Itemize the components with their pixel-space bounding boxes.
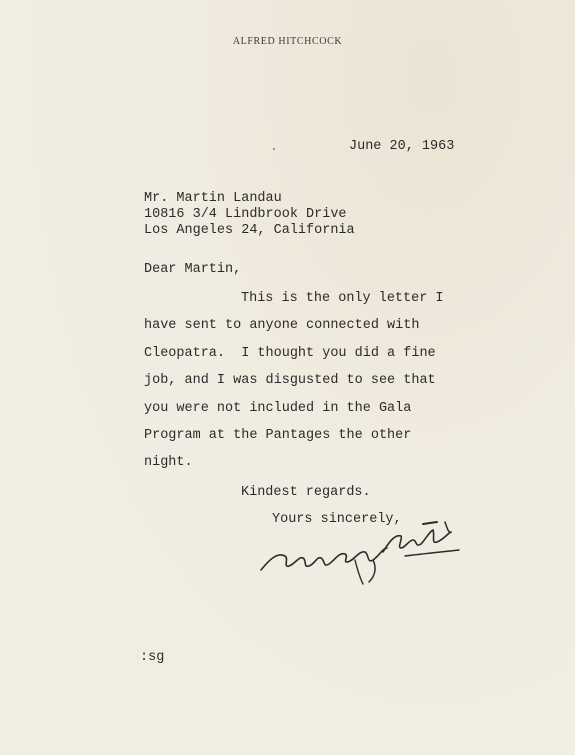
body-line: have sent to anyone connected with: [144, 318, 420, 333]
recipient-city: Los Angeles 24, California: [144, 223, 355, 238]
valediction: Yours sincerely,: [272, 512, 402, 527]
typist-initials: :sg: [140, 650, 165, 665]
body-line: night.: [144, 455, 193, 470]
body-line: you were not included in the Gala: [144, 401, 412, 416]
recipient-name: Mr. Martin Landau: [144, 191, 282, 206]
body-line: job, and I was disgusted to see that: [144, 373, 436, 388]
handwritten-signature: [255, 512, 465, 592]
recipient-street: 10816 3/4 Lindbrook Drive: [144, 207, 347, 222]
letterhead: ALFRED HITCHCOCK: [232, 36, 343, 47]
salutation: Dear Martin,: [144, 262, 242, 277]
body-line: Cleopatra. I thought you did a fine: [144, 346, 436, 361]
body-line: This is the only letter I: [241, 291, 444, 306]
paper-speck: [273, 148, 275, 150]
letter-date: June 20, 1963: [349, 139, 455, 154]
closing: Kindest regards.: [241, 485, 371, 500]
body-line: Program at the Pantages the other: [144, 428, 412, 443]
